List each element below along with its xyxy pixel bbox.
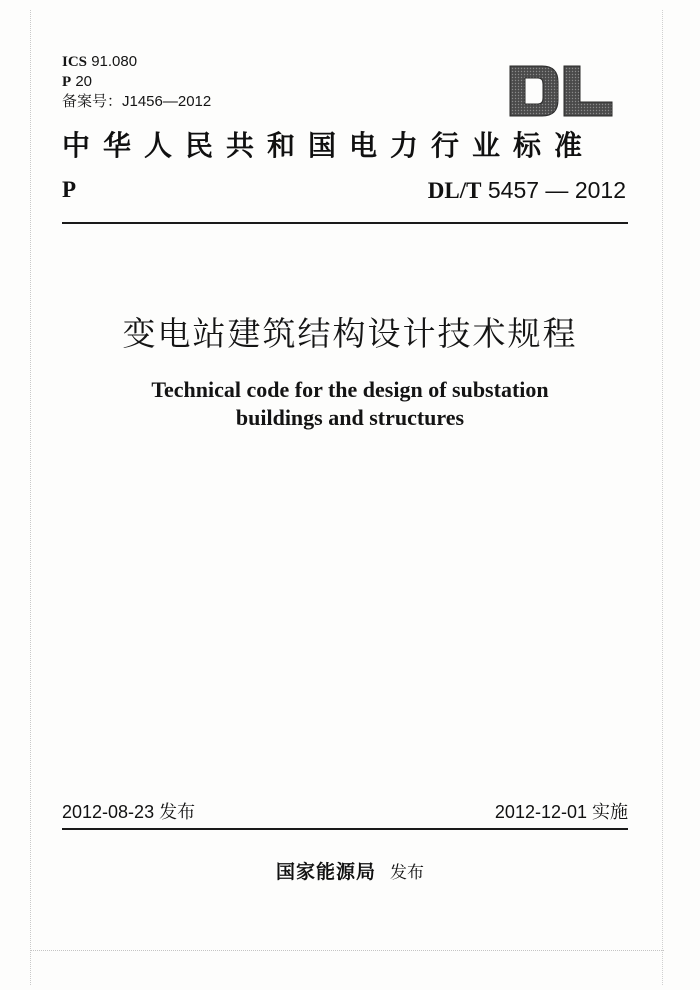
ics-label: ICS [62, 54, 88, 70]
classification-block [62, 52, 211, 111]
standard-title-cn: 中华人民共和国电力行业标准 [62, 129, 596, 162]
ics-line [62, 52, 211, 72]
implementation-date: 2012-12-01 实施 [494, 802, 628, 822]
standard-number-prefix: DL/T [427, 178, 482, 203]
scan-edge-bottom [30, 950, 664, 951]
issue-date: 2012-08-23 发布 [62, 802, 196, 822]
standard-number-value: 5457 — 2012 [481, 177, 626, 203]
scan-edge-left [30, 10, 31, 985]
p-code: 20 [75, 73, 93, 90]
document-title-cn: 变电站建筑结构设计技术规程 [122, 314, 578, 353]
p-line [62, 72, 211, 92]
document-title-en [0, 376, 700, 432]
publisher-org: 国家能源局 [275, 861, 376, 883]
category-letter: P [62, 177, 77, 202]
document-title-en-line1: Technical code for the design of substation [151, 377, 549, 402]
standard-number [428, 176, 626, 205]
dl-logo [508, 64, 614, 118]
ics-code: 91.080 [91, 53, 138, 70]
p-label: P [62, 74, 72, 90]
document-title-en-line2: buildings and structures [235, 405, 465, 430]
publisher-action: 发布 [390, 863, 424, 883]
scan-edge-right [662, 10, 663, 985]
divider-bottom [62, 828, 628, 830]
filing-number: 备案号：J1456—2012 [62, 93, 212, 110]
divider-top [62, 222, 628, 224]
publisher-line [0, 860, 700, 885]
